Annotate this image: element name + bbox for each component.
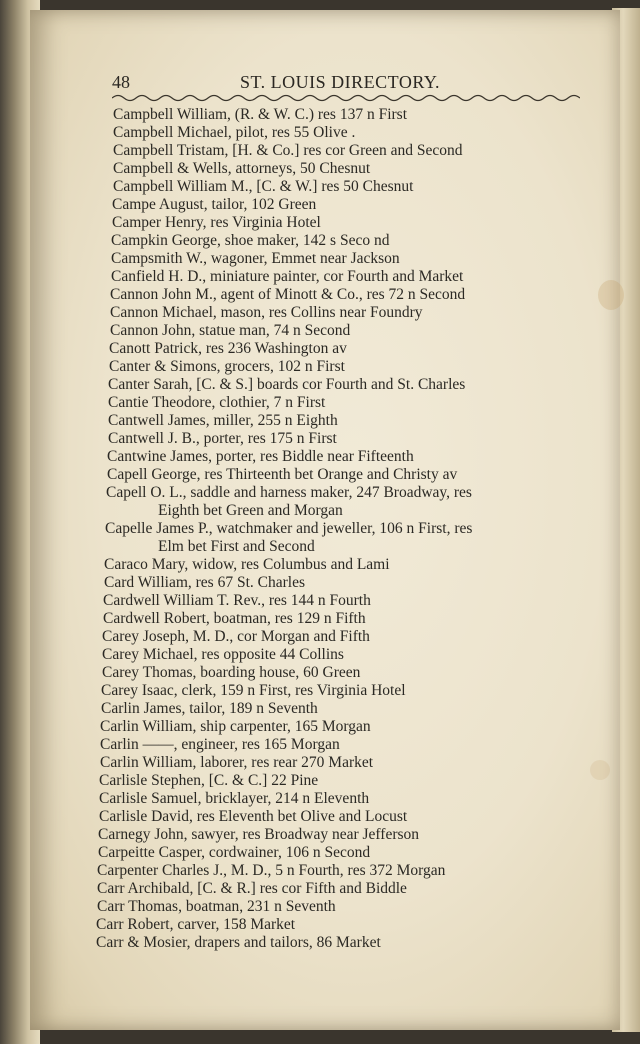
directory-entry: Carey Michael, res opposite 44 Collins	[102, 646, 344, 663]
directory-entry: Elm bet First and Second	[158, 538, 315, 555]
directory-entry: Cantie Theodore, clothier, 7 n First	[108, 394, 326, 411]
directory-entry: Campbell William M., [C. & W.] res 50 Chesnut	[113, 178, 414, 195]
directory-entry: Cantwell James, miller, 255 n Eighth	[108, 412, 338, 429]
directory-entry: Cantwine James, porter, res Biddle near Fifteenth	[107, 448, 414, 465]
directory-entry: Caraco Mary, widow, res Columbus and Lami	[104, 556, 390, 573]
directory-entry: Campe August, tailor, 102 Green	[112, 196, 317, 213]
directory-entry: Carlisle Stephen, [C. & C.] 22 Pine	[99, 772, 319, 789]
directory-entry: Carlin ——, engineer, res 165 Morgan	[100, 736, 340, 753]
directory-entry: Canter & Simons, grocers, 102 n First	[109, 358, 345, 375]
directory-entry: Cardwell William T. Rev., res 144 n Fourth	[103, 592, 371, 609]
wavy-rule	[112, 93, 580, 103]
directory-entry: Carey Isaac, clerk, 159 n First, res Virginia Hotel	[101, 682, 406, 699]
directory-entry: Eighth bet Green and Morgan	[158, 502, 343, 519]
directory-entry: Cardwell Robert, boatman, res 129 n Fifth	[103, 610, 366, 627]
directory-entry: Carlisle David, res Eleventh bet Olive and Locust	[99, 808, 408, 825]
directory-entry: Carr Robert, carver, 158 Market	[96, 916, 296, 933]
paper-stain	[598, 280, 624, 310]
directory-entry: Carpeitte Casper, cordwainer, 106 n Second	[98, 844, 371, 861]
directory-entry: Cantwell J. B., porter, res 175 n First	[108, 430, 337, 447]
directory-entry: Cannon Michael, mason, res Collins near Foundry	[110, 304, 423, 321]
directory-entry: Carlisle Samuel, bricklayer, 214 n Eleventh	[99, 790, 370, 807]
directory-entry: Campbell Michael, pilot, res 55 Olive .	[113, 124, 356, 141]
directory-entry: Capell O. L., saddle and harness maker, 247 Broadway, res	[106, 484, 472, 501]
directory-entry: Campsmith W., wagoner, Emmet near Jackson	[111, 250, 400, 267]
directory-entry: Campbell William, (R. & W. C.) res 137 n First	[113, 106, 408, 123]
directory-entry: Cannon John, statue man, 74 n Second	[110, 322, 351, 339]
directory-entry: Carr & Mosier, drapers and tailors, 86 Market	[96, 934, 381, 951]
directory-entry: Capelle James P., watchmaker and jeweller, 106 n First, res	[105, 520, 473, 537]
directory-entry: Carey Thomas, boarding house, 60 Green	[102, 664, 361, 681]
directory-entry: Carpenter Charles J., M. D., 5 n Fourth, res 372 Morgan	[97, 862, 446, 879]
directory-entry: Capell George, res Thirteenth bet Orange and Christy av	[107, 466, 458, 483]
directory-entry: Campbell Tristam, [H. & Co.] res cor Green and Second	[113, 142, 463, 159]
page-number: 48	[112, 72, 130, 92]
directory-entry: Card William, res 67 St. Charles	[104, 574, 305, 591]
directory-entry: Canter Sarah, [C. & S.] boards cor Fourth and St. Charles	[108, 376, 466, 393]
paper-stain	[590, 760, 610, 780]
page-header	[112, 72, 582, 94]
directory-entry: Canott Patrick, res 236 Washington av	[109, 340, 347, 357]
directory-entry: Camper Henry, res Virginia Hotel	[112, 214, 321, 231]
directory-entry: Campbell & Wells, attorneys, 50 Chesnut	[113, 160, 371, 177]
directory-entry: Carnegy John, sawyer, res Broadway near Jefferson	[98, 826, 420, 843]
directory-entry: Carey Joseph, M. D., cor Morgan and Fifth	[102, 628, 370, 645]
directory-entry: Carr Archibald, [C. & R.] res cor Fifth and Biddle	[97, 880, 407, 897]
directory-entry: Carr Thomas, boatman, 231 n Seventh	[97, 898, 336, 915]
directory-entry: Carlin William, ship carpenter, 165 Morgan	[100, 718, 371, 735]
directory-entry: Cannon John M., agent of Minott & Co., res 72 n Second	[110, 286, 466, 303]
directory-entry: Carlin William, laborer, res rear 270 Market	[100, 754, 374, 771]
running-title: ST. LOUIS DIRECTORY.	[240, 72, 441, 92]
directory-entry: Canfield H. D., miniature painter, cor Fourth and Market	[111, 268, 464, 285]
directory-entry: Campkin George, shoe maker, 142 s Seco nd	[111, 232, 390, 249]
directory-entry: Carlin James, tailor, 189 n Seventh	[101, 700, 318, 717]
